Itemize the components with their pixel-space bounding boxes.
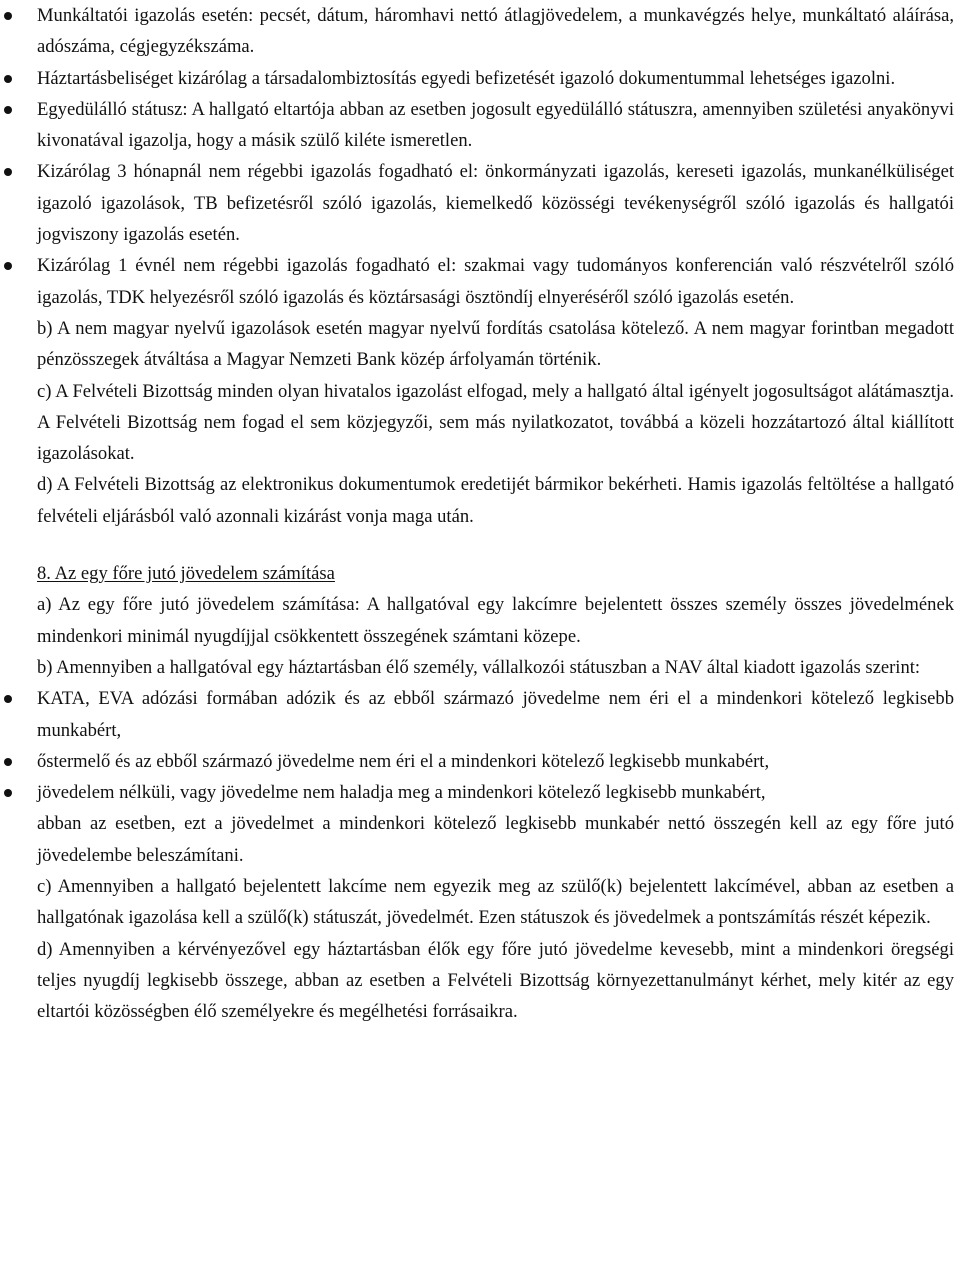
list-item: Munkáltatói igazolás esetén: pecsét, dátum, háromhavi nettó átlagjövedelem, a munkavégzés helye, munkáltató aláírása, adószáma, cégjegyzékszáma. xyxy=(37,0,954,63)
paragraph: b) Amennyiben a hallgatóval egy háztartásban élő személy, vállalkozói státuszban a NAV által kiadott igazolás szerint: xyxy=(37,656,921,678)
list-item: Háztartásbeliséget kizárólag a társadalombiztosítás egyedi befizetését igazoló dokumentummal lehetséges igazolni. xyxy=(37,63,954,94)
paragraph: d) A Felvételi Bizottság az elektronikus dokumentumok eredetijét bármikor bekérheti. Hamis igazolás feltöltése a hallgató felvételi eljárásból való azonnali kizárást vonja maga után. xyxy=(37,474,954,527)
section-title-text: 8. Az egy főre jutó jövedelem számítása xyxy=(37,563,335,585)
list-item: őstermelő és az ebből származó jövedelme nem éri el a mindenkori kötelező legkisebb munkabért, xyxy=(37,746,954,777)
paragraph: a) Az egy főre jutó jövedelem számítása: A hallgatóval egy lakcímre bejelentett összes személy összes jövedelmének mindenkori minimál nyugdíjjal csökkentett összegének számtani közepe. xyxy=(37,594,954,647)
list-item: Egyedülálló státusz: A hallgató eltartója abban az esetben jogosult egyedülálló státuszra, amennyiben születési anyakönyvi kivonatával igazolja, hogy a másik szülő kiléte ismeretlen. xyxy=(37,94,954,157)
income-calculation-section xyxy=(37,589,954,1027)
paragraph: abban az esetben, ezt a jövedelmet a mindenkori kötelező legkisebb munkabér nettó összegén kell az egy főre jutó jövedelembe beleszámítani. xyxy=(37,813,954,866)
requirements-list xyxy=(37,0,954,532)
paragraph: b) A nem magyar nyelvű igazolások esetén magyar nyelvű fordítás csatolása kötelező. A nem magyar forintban megadott pénzösszegek átváltása a Magyar Nemzeti Bank közép árfolyamán történik. xyxy=(37,317,954,371)
list-item: Kizárólag 1 évnél nem régebbi igazolás fogadható el: szakmai vagy tudományos konferencián való részvételről szóló igazolás, TDK helyezésről szóló igazolás és köztársasági ösztöndíj elnyeréséről szóló igazolás esetén. xyxy=(37,250,954,313)
paragraph: d) Amennyiben a kérvényezővel egy háztartásban élők egy főre jutó jövedelme kevesebb, mint a mindenkori öregségi teljes nyugdíj legkisebb összege, abban az esetben a Felvételi Bizottság környezettanulmányt kérhet, mely kitér az egy eltartói közösségben élő személyekre és megélhetési forrásaikra. xyxy=(37,938,954,1023)
list-item: KATA, EVA adózási formában adózik és az ebből származó jövedelme nem éri el a mindenkori kötelező legkisebb munkabért, xyxy=(37,683,954,746)
paragraph: c) Amennyiben a hallgató bejelentett lakcíme nem egyezik meg az szülő(k) bejelentett lakcímével, abban az esetben a hallgatónak igazolása kell a szülő(k) státuszát, jövedelmét. Ezen státuszok és jövedelmek a pontszámítás részét képezik. xyxy=(37,876,954,929)
section-spacer xyxy=(37,532,954,558)
list-item: Kizárólag 3 hónapnál nem régebbi igazolás fogadható el: önkormányzati igazolás, kereseti igazolás, munkanélküliséget igazoló igazolások, TB befizetésről szóló igazolás, kiemelkedő közösségi tevékenységről szóló igazolás és hallgatói jogviszony igazolás esetén. xyxy=(37,156,954,250)
list-item: jövedelem nélküli, vagy jövedelme nem haladja meg a mindenkori kötelező legkisebb munkabért, xyxy=(37,777,954,808)
paragraph: c) A Felvételi Bizottság minden olyan hivatalos igazolást elfogad, mely a hallgató által igényelt jogosultságot alátámasztja. A Felvételi Bizottság nem fogad el sem közjegyzői, sem más nyilatkozatot, továbbá a közeli hozzátartozó által kiállított igazolásokat. xyxy=(37,380,954,465)
section-title xyxy=(37,558,954,589)
